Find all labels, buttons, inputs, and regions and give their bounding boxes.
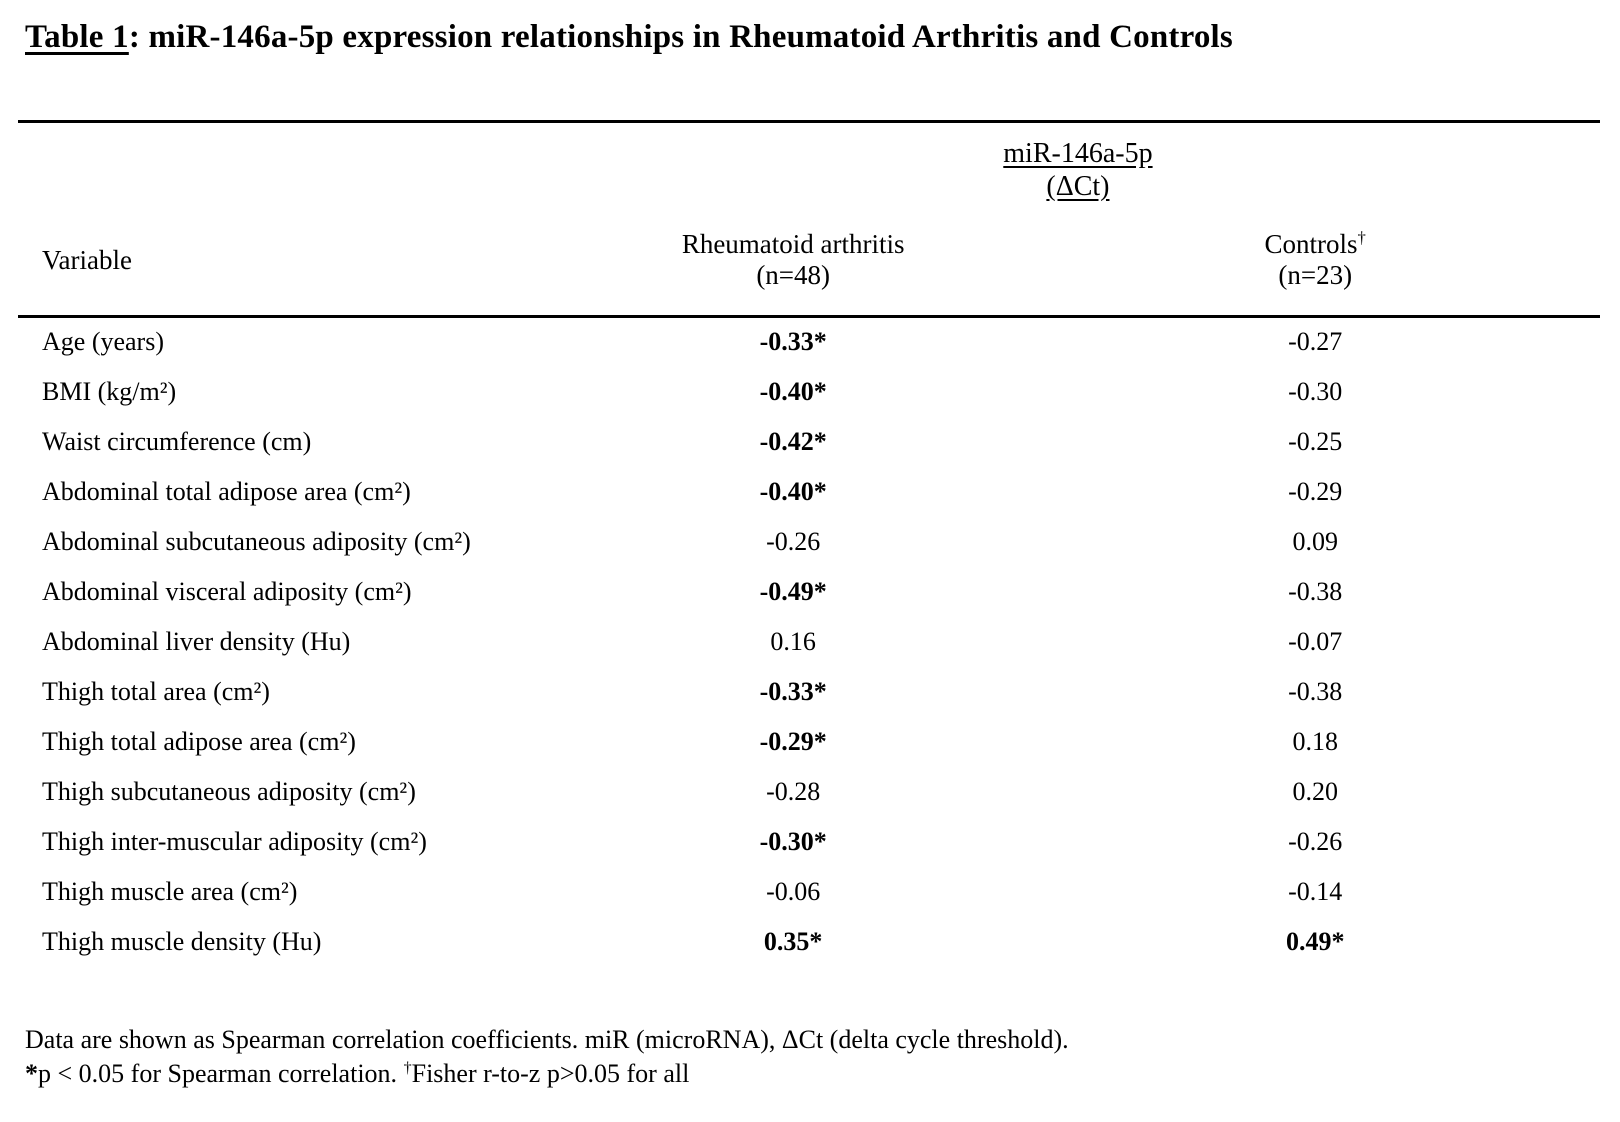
- group-header-line1: miR-146a-5p: [1003, 138, 1153, 169]
- table-row: [18, 617, 1600, 667]
- table-row: [18, 867, 1600, 917]
- group-header-spacer: [18, 122, 556, 204]
- controls-value-cell: -0.38: [1288, 576, 1343, 606]
- controls-value-cell: 0.09: [1292, 526, 1338, 556]
- controls-value-cell: 0.49*: [1285, 926, 1345, 956]
- table-row: [18, 517, 1600, 567]
- table-row: [18, 717, 1600, 767]
- footnote-line1: Data are shown as Spearman correlation coefficients. miR (microRNA), ΔCt (delta cycle threshold).: [25, 1024, 1069, 1054]
- table-row: [18, 817, 1600, 867]
- group-header-line2: (ΔCt): [1046, 171, 1110, 202]
- table-row: [18, 767, 1600, 817]
- variable-cell: Waist circumference (cm): [42, 426, 312, 456]
- ra-value-cell: -0.42*: [759, 426, 827, 456]
- column-header-ra-line1: Rheumatoid arthritis: [681, 229, 905, 259]
- ra-value-cell: 0.16: [770, 626, 816, 656]
- variable-cell: BMI (kg/m²): [42, 376, 177, 406]
- footnote-line2-part2: Fisher r-to-z p>0.05 for all: [411, 1058, 690, 1088]
- correlation-table: [18, 120, 1600, 967]
- column-header-controls-name: Controls: [1264, 229, 1358, 259]
- column-header-ra-line2: (n=48): [756, 260, 831, 290]
- variable-cell: Thigh subcutaneous adiposity (cm²): [42, 776, 416, 806]
- ra-value-cell: -0.40*: [759, 376, 827, 406]
- ra-value-cell: -0.28: [766, 776, 821, 806]
- variable-cell: Age (years): [42, 327, 164, 357]
- column-header-controls: [1030, 203, 1600, 317]
- table-row: [18, 917, 1600, 967]
- asterisk-symbol: *: [25, 1058, 38, 1088]
- column-header-row: [18, 203, 1600, 317]
- ra-value-cell: -0.33*: [759, 676, 827, 706]
- variable-cell: Abdominal visceral adiposity (cm²): [42, 576, 412, 606]
- table-row: [18, 667, 1600, 717]
- variable-cell: Thigh muscle area (cm²): [42, 876, 298, 906]
- controls-value-cell: 0.20: [1292, 776, 1338, 806]
- variable-cell: Abdominal subcutaneous adiposity (cm²): [42, 526, 471, 556]
- variable-cell: Thigh muscle density (Hu): [42, 926, 322, 956]
- table-body: [18, 317, 1600, 967]
- footnote-line2-part1: p < 0.05 for Spearman correlation.: [38, 1058, 404, 1088]
- table-head: [18, 122, 1600, 317]
- group-header-row: [18, 122, 1600, 204]
- ra-value-cell: 0.35*: [763, 926, 823, 956]
- ra-value-cell: -0.06: [766, 876, 821, 906]
- table-row: [18, 417, 1600, 467]
- column-header-variable: Variable: [42, 244, 132, 275]
- table-caption-text: : miR-146a-5p expression relationships in Rheumatoid Arthritis and Controls: [128, 19, 1233, 55]
- table-row: [18, 467, 1600, 517]
- footnotes: [25, 1023, 1620, 1091]
- controls-value-cell: -0.25: [1288, 426, 1343, 456]
- ra-value-cell: -0.29*: [759, 726, 827, 756]
- table-caption-label: Table 1: [25, 19, 129, 55]
- footnote-line2: [25, 1057, 1620, 1091]
- table-row: [18, 567, 1600, 617]
- ra-value-cell: -0.40*: [759, 476, 827, 506]
- variable-cell: Thigh total area (cm²): [42, 676, 270, 706]
- variable-cell: Thigh total adipose area (cm²): [42, 726, 356, 756]
- controls-value-cell: -0.27: [1288, 327, 1343, 357]
- table-row: [18, 317, 1600, 367]
- table-caption: [0, 0, 1620, 58]
- controls-value-cell: -0.38: [1288, 676, 1343, 706]
- ra-value-cell: -0.49*: [759, 576, 827, 606]
- column-header-controls-line2: (n=23): [1278, 260, 1353, 290]
- dagger-symbol: †: [1357, 228, 1366, 247]
- variable-cell: Abdominal total adipose area (cm²): [42, 476, 411, 506]
- controls-value-cell: -0.26: [1288, 826, 1343, 856]
- table-row: [18, 367, 1600, 417]
- controls-value-cell: -0.14: [1288, 876, 1343, 906]
- variable-cell: Abdominal liver density (Hu): [42, 626, 351, 656]
- column-header-ra: [556, 203, 1031, 317]
- controls-value-cell: -0.07: [1288, 626, 1343, 656]
- dagger-symbol: †: [403, 1058, 412, 1076]
- controls-value-cell: 0.18: [1292, 726, 1338, 756]
- ra-value-cell: -0.30*: [759, 826, 827, 856]
- group-header: [556, 122, 1600, 204]
- variable-cell: Thigh inter-muscular adiposity (cm²): [42, 826, 427, 856]
- ra-value-cell: -0.33*: [759, 327, 827, 357]
- controls-value-cell: -0.29: [1288, 476, 1343, 506]
- controls-value-cell: -0.30: [1288, 376, 1343, 406]
- ra-value-cell: -0.26: [766, 526, 821, 556]
